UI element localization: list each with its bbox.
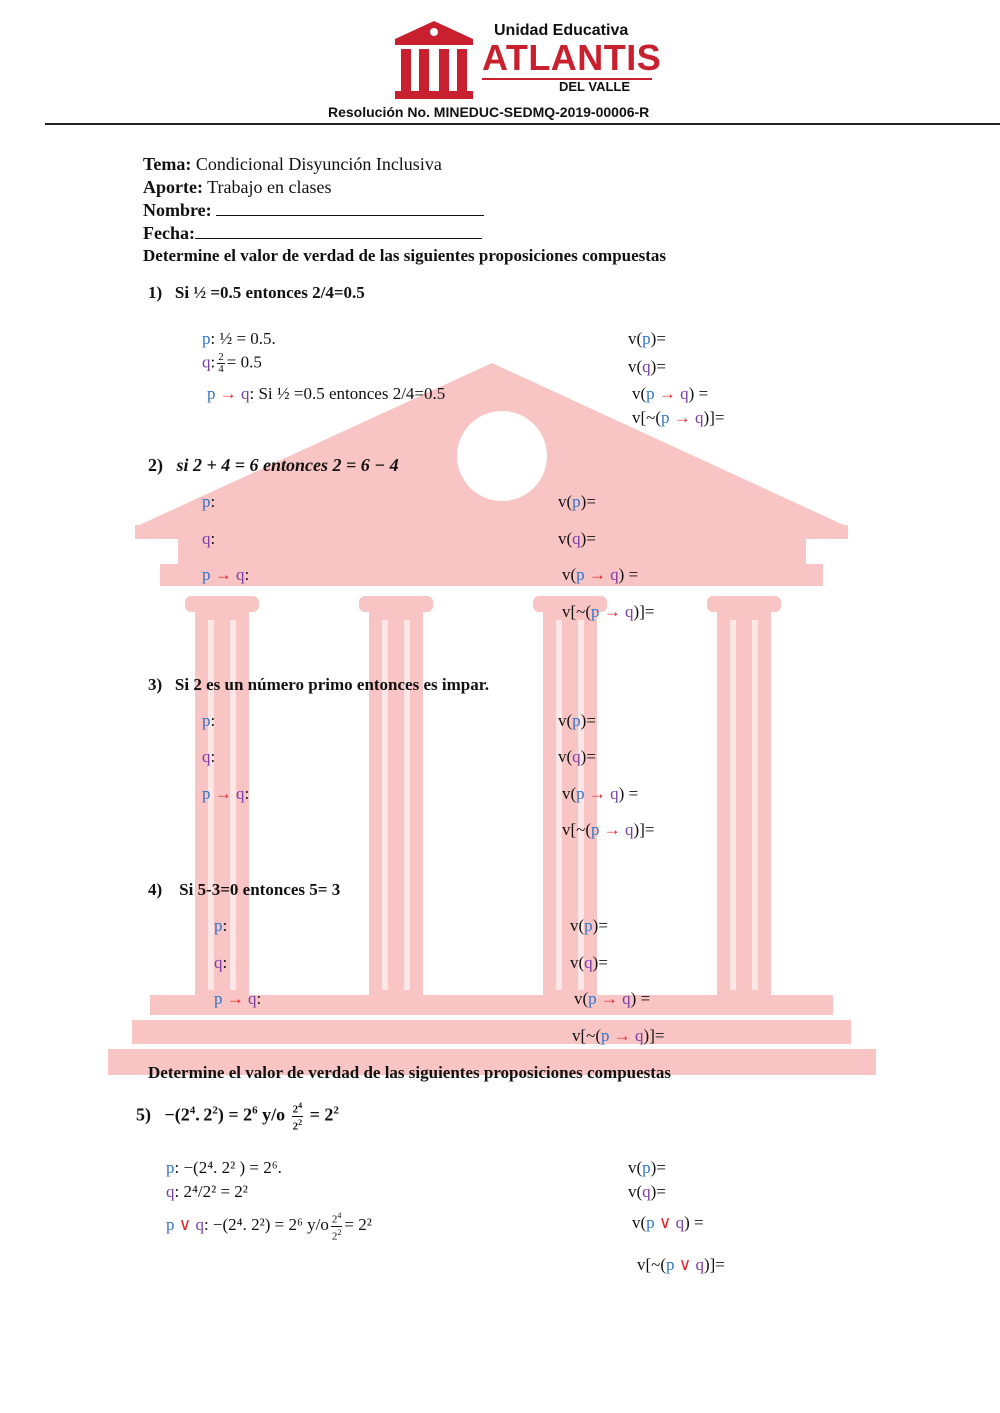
- ex1-vpq: v(p → q) =: [632, 384, 709, 403]
- ex5-p: p: −(2⁴. 2² ) = 2⁶.: [166, 1158, 282, 1177]
- ex2-vp: v(p)=: [558, 492, 596, 511]
- ex2-vq: v(q)=: [558, 529, 596, 548]
- instruction-1: Determine el valor de verdad de las siguientes proposiciones compuestas: [143, 246, 667, 265]
- resolution-text: Resolución No. MINEDUC-SEDMQ-2019-00006-R: [328, 104, 650, 120]
- ex3-vpq: v(p → q) =: [562, 784, 639, 803]
- ex4-vp: v(p)=: [570, 916, 608, 935]
- ex1-q: q: $\frac{2}{4}$ = 0.5: [202, 351, 262, 375]
- aporte-row: [143, 177, 331, 198]
- ex1-vp: v(p)=: [628, 329, 666, 348]
- nombre-field[interactable]: [216, 200, 484, 216]
- ex4-vq: v(q)=: [570, 953, 608, 972]
- nombre-label: Nombre:: [143, 200, 212, 220]
- ex5-title: $5) -(2^4$. $2^2) = 2^6$ y/o $\frac{2^4}{2^2}$ = $2^2$: [136, 1101, 339, 1133]
- ex2-vneg: v[~(p → q)]=: [562, 602, 655, 621]
- ex5-vp: v(p)=: [628, 1158, 666, 1177]
- ex4-pq: p → q:: [214, 989, 262, 1008]
- ex1-vneg: v[~(p → q)]=: [632, 408, 725, 427]
- ex2-vpq: v(p → q) =: [562, 565, 639, 584]
- ex3-vq: v(q)=: [558, 747, 596, 766]
- ex3-vp: v(p)=: [558, 711, 596, 730]
- aporte-label: Aporte:: [143, 177, 203, 197]
- ex5-vq: v(q)=: [628, 1182, 666, 1201]
- ex1-title: 1) Si ½ =0.5 entonces 2/4=0.5: [148, 283, 365, 302]
- ex2-q: q:: [202, 529, 216, 548]
- logo-line2: ATLANTIS: [482, 37, 662, 78]
- ex3-q: q:: [202, 747, 216, 766]
- fecha-label: Fecha:: [143, 223, 195, 243]
- ex4-title: 4) Si 5-3=0 entonces 5= 3: [148, 880, 341, 899]
- instruction-2: Determine el valor de verdad de las siguientes proposiciones compuestas: [148, 1063, 672, 1082]
- ex1-vq: v(q)=: [628, 357, 666, 376]
- ex4-q: q:: [214, 953, 228, 972]
- logo-line3: DEL VALLE: [559, 79, 631, 94]
- school-logo-icon: [393, 19, 475, 101]
- ex2-pq: p → q:: [202, 565, 250, 584]
- fecha-row: [143, 223, 482, 244]
- ex1-p: p: ½ = 0.5.: [202, 329, 276, 348]
- header-rule: [45, 123, 1000, 125]
- tema-label: Tema:: [143, 154, 192, 174]
- ex3-pq: p → q:: [202, 784, 250, 803]
- ex5-q: q: 2⁴/2² = 2²: [166, 1182, 248, 1201]
- ex5-vpq: v(p ∨ q) =: [632, 1213, 704, 1232]
- ex3-title: 3) Si 2 es un número primo entonces es impar.: [148, 675, 489, 694]
- tema-row: [143, 154, 442, 175]
- ex1-pq: p → q: Si ½ =0.5 entonces 2/4=0.5: [207, 384, 446, 403]
- nombre-row: [143, 200, 484, 221]
- ex4-vpq: v(p → q) =: [574, 989, 651, 1008]
- ex3-p: p:: [202, 711, 216, 730]
- tema-value: Condicional Disyunción Inclusiva: [195, 154, 442, 174]
- logo-line1: Unidad Educativa: [494, 22, 629, 39]
- ex4-vneg: v[~(p → q)]=: [572, 1026, 665, 1045]
- ex2-p: p:: [202, 492, 216, 511]
- ex5-vneg: v[~(p ∨ q)]=: [637, 1255, 725, 1274]
- ex5-pq: p ∨ q: −(2⁴. 2²) = 2⁶ y/o $\frac{2^4}{2^2}$ = 2²: [166, 1211, 372, 1243]
- ex3-vneg: v[~(p → q)]=: [562, 820, 655, 839]
- fecha-field[interactable]: [195, 223, 482, 239]
- ex4-p: p:: [214, 916, 228, 935]
- aporte-value: Trabajo en clases: [207, 177, 332, 197]
- ex2-title: 2) si 2 + 4 = 6 entonces 2 = 6 − 4: [148, 455, 399, 475]
